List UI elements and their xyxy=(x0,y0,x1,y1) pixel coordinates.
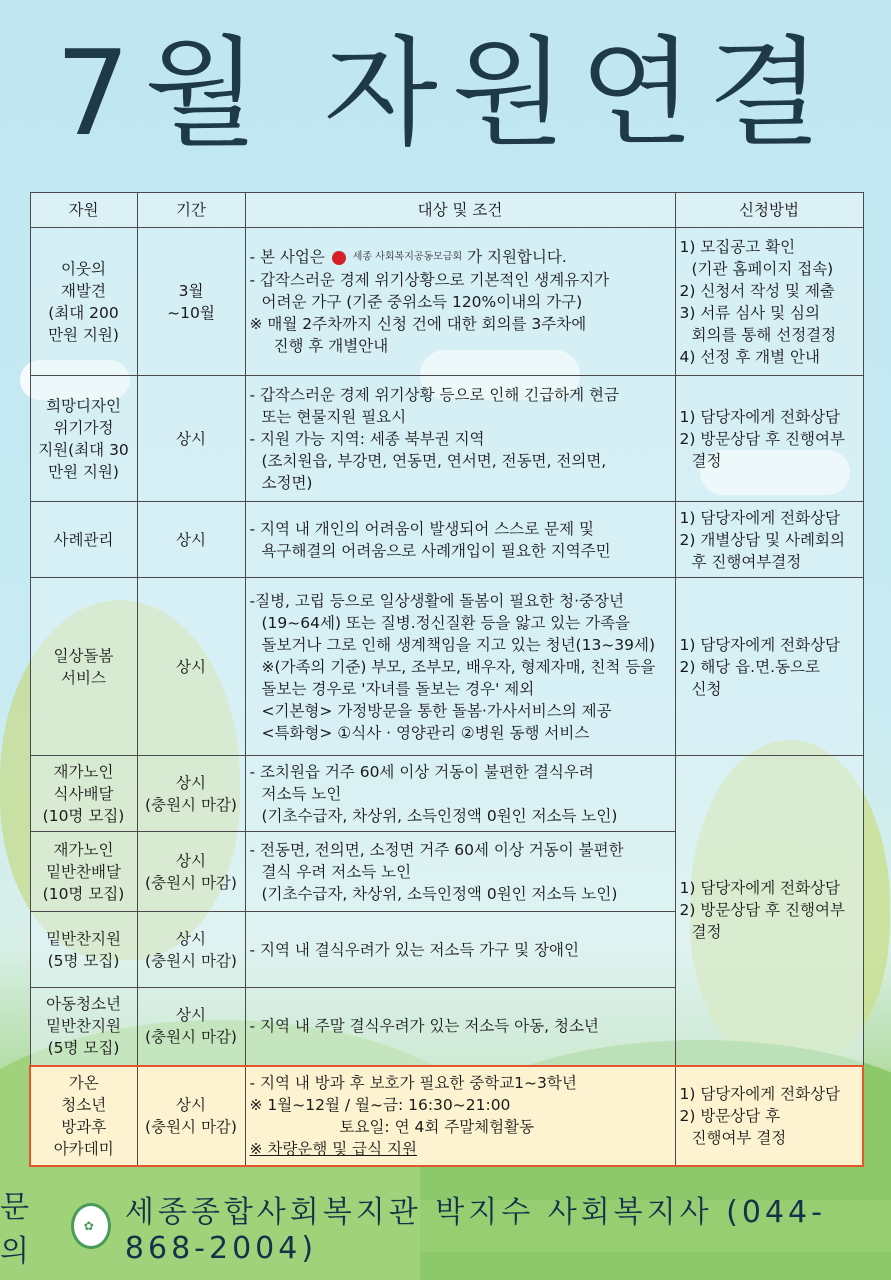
resource-table xyxy=(29,192,864,1167)
contact-footer xyxy=(0,1190,891,1269)
resource-cell: 일상돌봄 서비스 xyxy=(30,578,137,756)
period-cell: 3월 ~10월 xyxy=(137,228,245,376)
conditions-cell: - 지역 내 주말 결식우려가 있는 저소득 아동, 청소년 xyxy=(245,988,675,1066)
page-title: 7월 자원연결 xyxy=(55,24,836,162)
method-cell: 1) 모집공고 확인 (기관 홈페이지 접속) 2) 신청서 작성 및 제출 3) 서류 심사 및 심의 회의를 통해 선정결정 4) 선정 후 개별 안내 xyxy=(675,228,863,376)
header-conditions: 대상 및 조건 xyxy=(245,193,675,228)
fund-logo-text: 세종 사회복지공동모금회 xyxy=(352,251,463,263)
shared-method-cell: 1) 담당자에게 전화상담 2) 방문상담 후 진행여부 결정 xyxy=(675,756,863,1066)
period-cell: 상시 (충원시 마감) xyxy=(137,832,245,912)
footer-contact: 세종종합사회복지관 박지수 사회복지사 (044-868-2004) xyxy=(124,1194,826,1266)
welfare-center-logo-icon: ✿ xyxy=(71,1203,111,1249)
table-row xyxy=(30,578,863,756)
resource-cell: 가온 청소년 방과후 아카데미 xyxy=(30,1066,137,1166)
table-row xyxy=(30,228,863,376)
header-resource: 자원 xyxy=(30,193,137,228)
resource-cell: 아동청소년 밑반찬지원 (5명 모집) xyxy=(30,988,137,1066)
method-cell: 1) 담당자에게 전화상담 2) 방문상담 후 진행여부 결정 xyxy=(675,1066,863,1166)
header-period: 기간 xyxy=(137,193,245,228)
conditions-cell: - 지역 내 방과 후 보호가 필요한 중학교1~3학년 ※ 1월~12월 / 월~금: 16:30~21:00 토요일: 연 4회 주말체험활동 ※ 차량운행 및 급식 지원 xyxy=(245,1066,675,1166)
resource-cell: 재가노인 밑반찬배달 (10명 모집) xyxy=(30,832,137,912)
period-cell: 상시 xyxy=(137,578,245,756)
table-row-highlighted xyxy=(30,1066,863,1166)
period-cell: 상시 (충원시 마감) xyxy=(137,912,245,988)
method-cell: 1) 담당자에게 전화상담 2) 해당 읍.면.동으로 신청 xyxy=(675,578,863,756)
resource-cell: 사례관리 xyxy=(30,502,137,578)
header-method: 신청방법 xyxy=(675,193,863,228)
method-cell: 1) 담당자에게 전화상담 2) 방문상담 후 진행여부 결정 xyxy=(675,376,863,502)
period-cell: 상시 xyxy=(137,502,245,578)
resource-cell: 재가노인 식사배달 (10명 모집) xyxy=(30,756,137,832)
conditions-cell: - 본 사업은 세종 사회복지공동모금회 가 지원합니다. - 갑작스러운 경제 위기상황으로 기본적인 생계유지가 어려운 가구 (기준 중위소득 120%이내의 가구) ※ 매월 2주차까지 신청 건에 대한 회의를 3주차에 진행 후 개별안내 xyxy=(245,228,675,376)
conditions-cell: - 지역 내 결식우려가 있는 저소득 가구 및 장애인 xyxy=(245,912,675,988)
table-header-row xyxy=(30,193,863,228)
table-row xyxy=(30,502,863,578)
conditions-cell: - 조치원읍 거주 60세 이상 거동이 불편한 결식우려 저소득 노인 (기초수급자, 차상위, 소득인정액 0원인 저소득 노인) xyxy=(245,756,675,832)
table-row xyxy=(30,376,863,502)
footer-label: 문의 xyxy=(0,1190,33,1269)
period-cell: 상시 (충원시 마감) xyxy=(137,988,245,1066)
period-cell: 상시 (충원시 마감) xyxy=(137,1066,245,1166)
resource-cell: 밑반찬지원 (5명 모집) xyxy=(30,912,137,988)
conditions-cell: - 전동면, 전의면, 소정면 거주 60세 이상 거동이 불편한 결식 우려 저소득 노인 (기초수급자, 차상위, 소득인정액 0원인 저소득 노인) xyxy=(245,832,675,912)
method-cell: 1) 담당자에게 전화상담 2) 개별상담 및 사례회의 후 진행여부결정 xyxy=(675,502,863,578)
table-row xyxy=(30,756,863,832)
resource-cell: 희망디자인 위기가정 지원(최대 30 만원 지원) xyxy=(30,376,137,502)
period-cell: 상시 (충원시 마감) xyxy=(137,756,245,832)
resource-cell: 이웃의 재발견 (최대 200 만원 지원) xyxy=(30,228,137,376)
fund-seal-icon xyxy=(332,251,346,265)
conditions-cell: - 지역 내 개인의 어려움이 발생되어 스스로 문제 및 욕구해결의 어려움으로 사례개입이 필요한 지역주민 xyxy=(245,502,675,578)
conditions-cell: -질병, 고립 등으로 일상생활에 돌봄이 필요한 청·중장년 (19~64세) 또는 질병.정신질환 등을 앓고 있는 가족을 돌보거나 그로 인해 생계책임을 지고 있는 청년(13~39세) ※(가족의 기준) 부모, 조부모, 배우자, 형제자매, 친척 등을 돌보는 경우로 '자녀를 돌보는 경우' 제외 <기본형> 가정방문을 통한 돌봄·가사서비스의 제공 <특화형> ①식사 · 영양관리 ②병원 동행 서비스 xyxy=(245,578,675,756)
conditions-cell: - 갑작스러운 경제 위기상황 등으로 인해 긴급하게 현금 또는 현물지원 필요시 - 지원 가능 지역: 세종 북부권 지역 (조치원읍, 부강면, 연동면, 연서면, 전동면, 전의면, 소정면) xyxy=(245,376,675,502)
period-cell: 상시 xyxy=(137,376,245,502)
